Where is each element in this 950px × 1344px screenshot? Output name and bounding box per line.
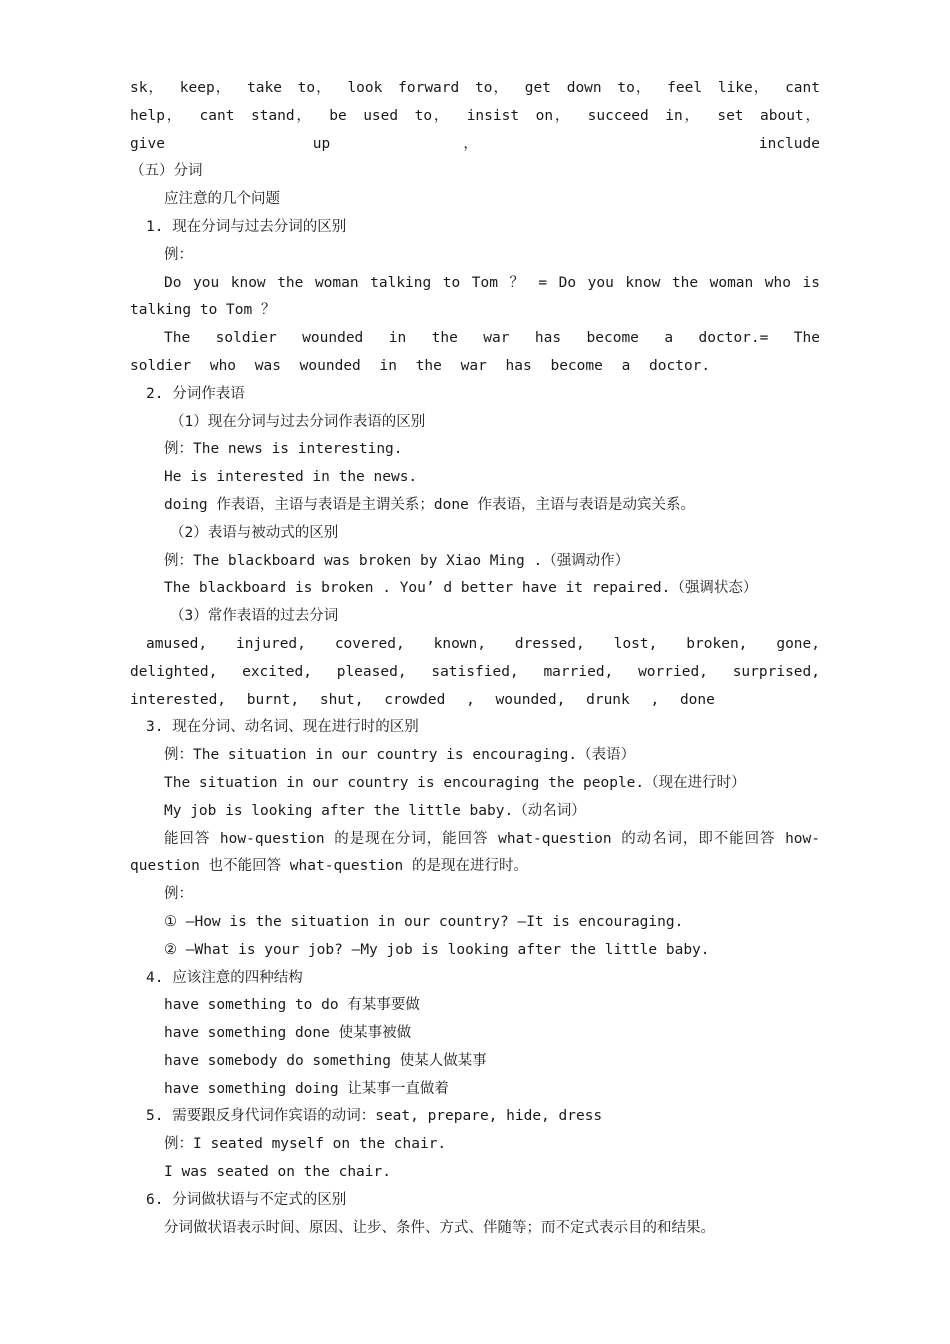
example-sentence: The blackboard is broken . You’ d better have it repaired.（强调状态） (164, 580, 758, 597)
sub-item-heading: （2）表语与被动式的区别 (170, 524, 339, 541)
item-5-heading: 5. 需要跟反身代词作宾语的动词：seat, prepare, hide, dress (146, 1108, 603, 1125)
structure-item: have something to do 有某事要做 (164, 997, 420, 1014)
item-3-heading: 3. 现在分词、动名词、现在进行时的区别 (146, 719, 419, 736)
example-sentence: Do you know the woman talking to Tom ？ = Do you know the woman who is talking to Tom ？ (130, 274, 820, 319)
example-sentence: He is interested in the news. (164, 469, 418, 486)
example-label: 例： (164, 886, 193, 903)
item-6-heading: 6. 分词做状语与不定式的区别 (146, 1191, 347, 1208)
example-sentence: 例：The situation in our country is encouraging.（表语） (164, 747, 636, 764)
example-sentence: My job is looking after the little baby.（动名词） (164, 802, 586, 819)
example-sentence: The situation in our country is encouraging the people.（现在进行时） (164, 774, 746, 791)
explanation-text: 能回答 how-question 的是现在分词，能回答 what-question 的动名词，即不能回答 how-question 也不能回答 what-question 的是现在进行时。 (130, 830, 820, 875)
verb-list-paragraph: sk， keep， take to， look forward to， get down to， feel like， cant help， cant stand， be used to， insist on， succeed in， set about， give up， include (130, 80, 820, 152)
item-2-heading: 2. 分词作表语 (146, 385, 245, 402)
example-sentence: 例：The blackboard was broken by Xiao Ming .（强调动作） (164, 552, 630, 569)
item-1-heading: 1. 现在分词与过去分词的区别 (146, 218, 347, 235)
document-page (130, 75, 820, 1242)
example-sentence: The soldier wounded in the war has become a doctor.= The soldier who was wounded in the war has become a doctor. (130, 330, 820, 374)
sub-item-heading: （1）现在分词与过去分词作表语的区别 (170, 413, 426, 430)
example-dialogue: ① —How is the situation in our country? —It is encouraging. (164, 913, 684, 930)
explanation-text: 分词做状语表示时间、原因、让步、条件、方式、伴随等；而不定式表示目的和结果。 (164, 1219, 715, 1236)
structure-item: have somebody do something 使某人做某事 (164, 1052, 487, 1069)
example-sentence: 例：The news is interesting. (164, 441, 403, 458)
example-dialogue: ② —What is your job? —My job is looking after the little baby. (164, 941, 710, 958)
sub-item-heading: （3）常作表语的过去分词 (170, 608, 339, 625)
subheading-issues: 应注意的几个问题 (164, 191, 280, 208)
item-4-heading: 4. 应该注意的四种结构 (146, 969, 303, 986)
structure-item: have something done 使某事被做 (164, 1025, 412, 1042)
explanation-text: doing 作表语，主语与表语是主谓关系；done 作表语，主语与表语是动宾关系。 (164, 496, 696, 513)
participle-list: amused, injured, covered, known, dressed, lost, broken, gone, delighted, excited, pleased, satisfied, married, worried, surprised, interested, burnt, shut, crowded , wounded, drunk , done (130, 635, 820, 708)
example-label: 例： (164, 246, 193, 263)
example-sentence: 例：I seated myself on the chair. (164, 1136, 447, 1153)
section-heading-participle: （五）分词 (130, 163, 203, 180)
example-sentence: I was seated on the chair. (164, 1164, 391, 1181)
structure-item: have something doing 让某事一直做着 (164, 1080, 449, 1097)
